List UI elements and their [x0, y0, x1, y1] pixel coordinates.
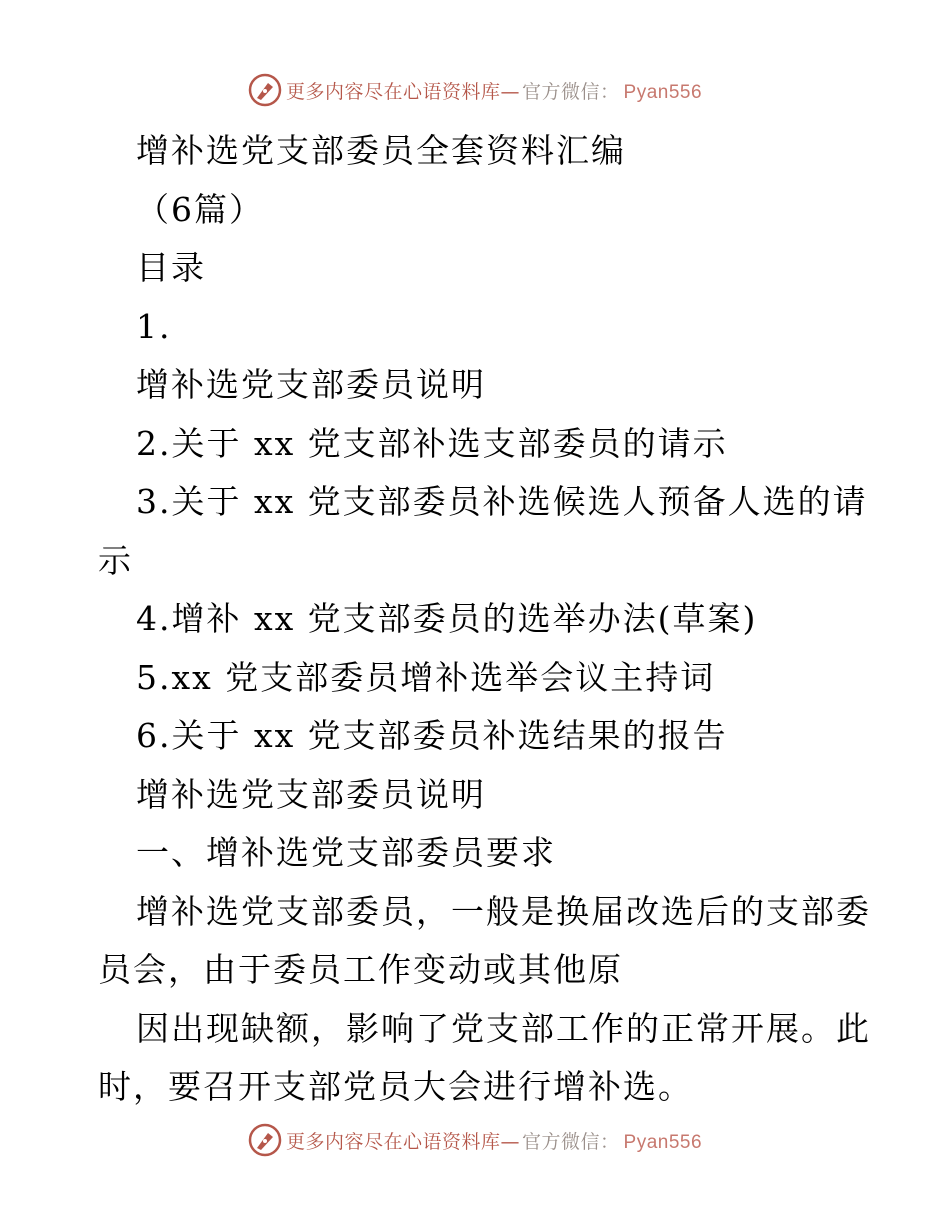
toc-number-1: 1. — [136, 306, 172, 346]
banner-wechat-handle: Pyan556 — [623, 1131, 703, 1153]
toc-item-6: 6.关于 xx 党支部委员补选结果的报告 — [136, 716, 728, 755]
header-banner[interactable] — [0, 70, 950, 110]
toc-heading: 目录 — [136, 248, 206, 287]
paragraph-1-continued: 员会，由于委员工作变动或其他原 — [98, 950, 623, 989]
banner-colon: ： — [600, 80, 620, 103]
toc-item-3: 3.关于 xx 党支部委员补选候选人预备人选的请 — [136, 482, 868, 521]
toc-item-5: 5.xx 党支部委员增补选举会议主持词 — [136, 657, 716, 697]
paragraph-2-continued: 时，要召开支部党员大会进行增补选。 — [98, 1067, 693, 1106]
paragraph-1: 增补选党支部委员，一般是换届改选后的支部委 — [136, 891, 871, 931]
toc-item-1: 增补选党支部委员说明 — [136, 365, 486, 404]
document-body — [98, 122, 871, 1117]
banner-wechat-label: 官方微信 — [521, 80, 600, 103]
banner-text — [286, 77, 702, 104]
paragraph-2: 因出现缺额，影响了党支部工作的正常开展。此 — [136, 1008, 871, 1048]
banner-text — [286, 1127, 702, 1154]
banner-wechat-handle: Pyan556 — [623, 81, 703, 103]
banner-colon: ： — [600, 1130, 620, 1153]
pen-nib-circle-logo-icon — [248, 73, 282, 107]
document-count: （6篇） — [136, 189, 264, 229]
banner-site-text: 更多内容尽在心语资料库— — [285, 1130, 520, 1153]
pen-nib-circle-logo-icon — [248, 1123, 282, 1157]
banner-site-text: 更多内容尽在心语资料库— — [285, 80, 520, 103]
toc-item-4: 4.增补 xx 党支部委员的选举办法(草案) — [136, 599, 758, 638]
section-title: 增补选党支部委员说明 — [136, 774, 486, 814]
banner-wechat-label: 官方微信 — [521, 1130, 600, 1153]
subsection-heading: 一、增补选党支部委员要求 — [136, 833, 556, 872]
footer-banner[interactable] — [0, 1120, 950, 1160]
toc-item-2: 2.关于 xx 党支部补选支部委员的请示 — [136, 423, 728, 463]
document-title: 增补选党支部委员全套资料汇编 — [136, 131, 626, 170]
toc-item-3-continued: 示 — [98, 540, 133, 580]
